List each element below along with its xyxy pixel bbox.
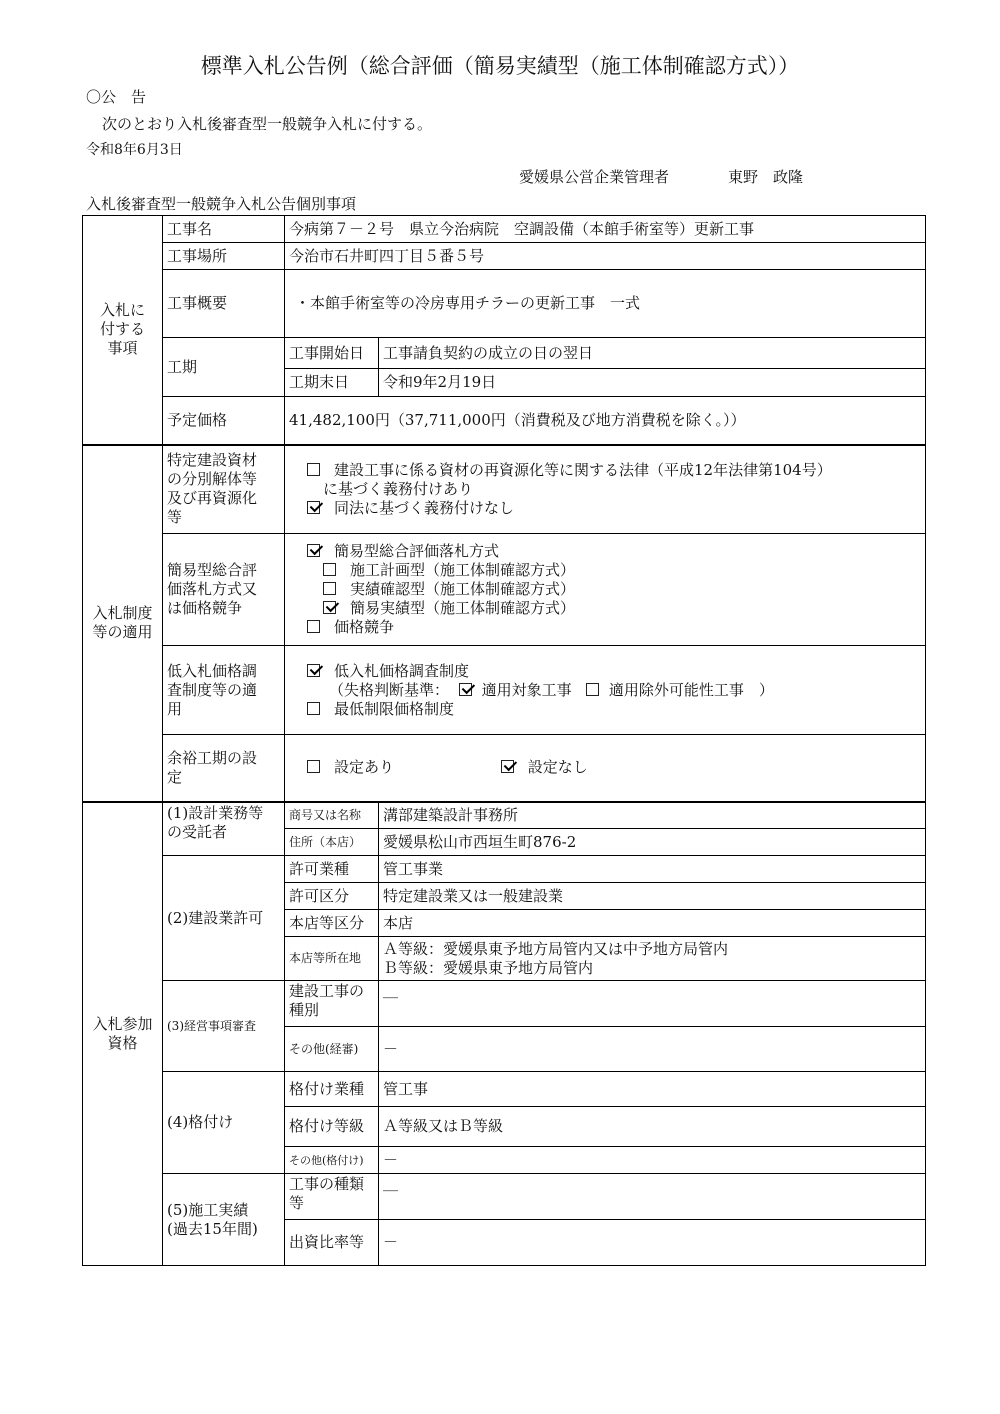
section-title: 入札後審査型一般競争入札公告個別事項 (86, 195, 357, 213)
rank-other-label: その他(格付け) (285, 1147, 379, 1174)
review-other: － (379, 1027, 926, 1072)
review-other-label: その他(経審) (285, 1027, 379, 1072)
permit-class: 特定建設業又は一般建設業 (379, 883, 926, 910)
start-value: 工事請負契約の成立の日の翌日 (379, 338, 926, 369)
checkbox-icon[interactable] (323, 563, 336, 576)
price-label: 予定価格 (163, 397, 285, 445)
checkbox-icon[interactable] (307, 760, 320, 773)
rank-type: 管工事 (379, 1072, 926, 1107)
low-price-label: 低入札価格調 査制度等の適 用 (163, 646, 285, 735)
review-label: (3)経営事項審査 (163, 981, 285, 1072)
notice-date: 令和8年6月3日 (86, 142, 183, 158)
record-kind: ＿ (379, 1174, 926, 1220)
design-label: (1)設計業務等 の受託者 (163, 802, 285, 856)
checkbox-icon[interactable] (586, 683, 599, 696)
checkbox-icon[interactable] (307, 463, 320, 476)
summary-label: 工事概要 (163, 270, 285, 338)
record-ratio-label: 出資比率等 (285, 1220, 379, 1266)
recycle-options: 建設工事に係る資材の再資源化等に関する法律（平成12年法律第104号） に基づく義務付けあり 同法に基づく義務付けなし (285, 445, 926, 534)
end-label: 工期末日 (285, 369, 379, 397)
eval-label: 簡易型総合評 価落札方式又 は価格競争 (163, 534, 285, 646)
location-label: 工事場所 (163, 243, 285, 270)
issuer-organization: 愛媛県公営企業管理者 (519, 168, 670, 186)
office-type-label: 本店等区分 (285, 910, 379, 937)
margin-label: 余裕工期の設 定 (163, 735, 285, 802)
notice-heading: 〇公 告 (86, 88, 147, 106)
review-kind: ＿ (379, 981, 926, 1027)
price: 41,482,100円（37,711,000円（消費税及び地方消費税を除く。）） (285, 397, 926, 445)
period-label: 工期 (163, 338, 285, 397)
checkbox-checked-icon[interactable] (459, 683, 472, 696)
margin-options: 設定あり 設定なし (285, 735, 926, 802)
summary: ・本館手術室等の冷房専用チラーの更新工事 一式 (285, 270, 926, 338)
office-type: 本店 (379, 910, 926, 937)
end-value: 令和9年2月19日 (379, 369, 926, 397)
project-name-label: 工事名 (163, 216, 285, 243)
checkbox-checked-icon[interactable] (501, 760, 514, 773)
page-title: 標準入札公告例（総合評価（簡易実績型（施工体制確認方式）） (200, 54, 800, 78)
low-price-options: 低入札価格調査制度 （失格判断基準： 適用対象工事 適用除外可能性工事 ） 最低制限価格制度 (285, 646, 926, 735)
permit-type: 管工事業 (379, 856, 926, 883)
start-label: 工事開始日 (285, 338, 379, 369)
design-name-label: 商号又は名称 (285, 802, 379, 829)
checkbox-icon[interactable] (323, 582, 336, 595)
checkbox-checked-icon[interactable] (307, 664, 320, 677)
design-addr-label: 住所（本店） (285, 829, 379, 856)
rank-type-label: 格付け業種 (285, 1072, 379, 1107)
checkbox-checked-icon[interactable] (307, 501, 320, 514)
recycle-label: 特定建設資材 の分別解体等 及び再資源化 等 (163, 445, 285, 534)
permit-class-label: 許可区分 (285, 883, 379, 910)
rank-grade: Ａ等級又はＢ等級 (379, 1107, 926, 1147)
office-loc-label: 本店等所在地 (285, 937, 379, 981)
location: 今治市石井町四丁目５番５号 (285, 243, 926, 270)
issuer-name: 東野 政隆 (728, 168, 804, 186)
checkbox-icon[interactable] (307, 620, 320, 633)
office-loc: Ａ等級：愛媛県東予地方局管内又は中予地方局管内 Ｂ等級：愛媛県東予地方局管内 (379, 937, 926, 981)
review-kind-label: 建設工事の 種別 (285, 981, 379, 1027)
permit-label: (2)建設業許可 (163, 856, 285, 981)
record-label: (5)施工実績 (過去15年間) (163, 1174, 285, 1266)
permit-type-label: 許可業種 (285, 856, 379, 883)
record-ratio: － (379, 1220, 926, 1266)
design-addr: 愛媛県松山市西垣生町876-2 (379, 829, 926, 856)
record-kind-label: 工事の種類 等 (285, 1174, 379, 1220)
checkbox-checked-icon[interactable] (323, 601, 336, 614)
group-system: 入札制度 等の適用 (83, 445, 163, 802)
group-qualification: 入札参加 資格 (83, 802, 163, 1266)
intro-text: 次のとおり入札後審査型一般競争入札に付する。 (102, 115, 433, 133)
checkbox-checked-icon[interactable] (307, 544, 320, 557)
notice-table (82, 215, 926, 1266)
eval-options: 簡易型総合評価落札方式 施工計画型（施工体制確認方式） 実績確認型（施工体制確認方式） 簡易実績型（施工体制確認方式） 価格競争 (285, 534, 926, 646)
project-name: 今病第７－２号 県立今治病院 空調設備（本館手術室等）更新工事 (285, 216, 926, 243)
design-name: 溝部建築設計事務所 (379, 802, 926, 829)
rank-grade-label: 格付け等級 (285, 1107, 379, 1147)
group-bid-items: 入札に 付する 事項 (83, 216, 163, 445)
checkbox-icon[interactable] (307, 702, 320, 715)
rank-other: － (379, 1147, 926, 1174)
rank-label: (4)格付け (163, 1072, 285, 1174)
